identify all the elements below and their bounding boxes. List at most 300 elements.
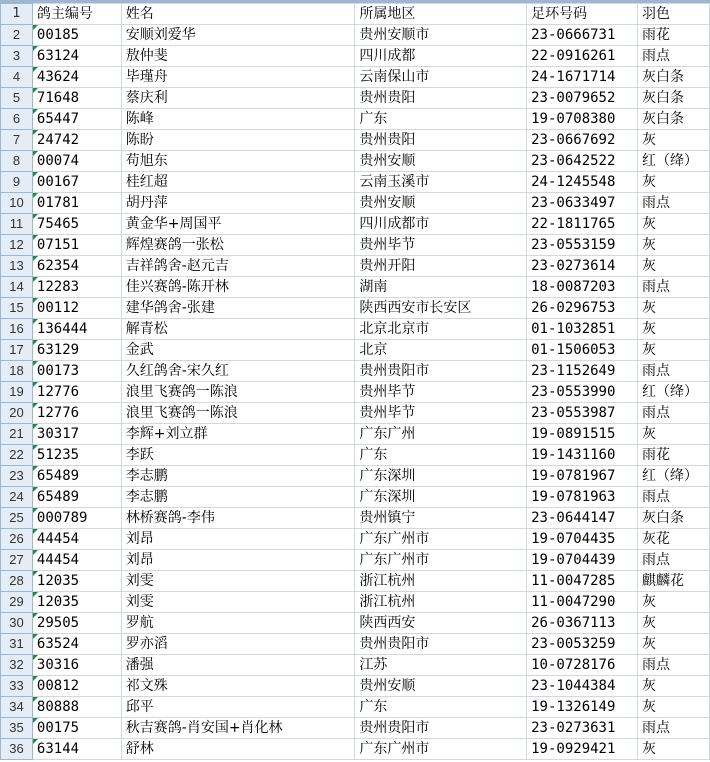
cell-ring-number[interactable]: 23-0053259: [527, 634, 638, 655]
cell-feather-color[interactable]: 红（绛）: [638, 151, 710, 172]
row-number[interactable]: 25: [1, 508, 33, 529]
cell-region[interactable]: 贵州镇宁: [355, 508, 527, 529]
cell-ring-number[interactable]: 19-1326149: [527, 697, 638, 718]
cell-name[interactable]: 李辉+刘立群: [121, 424, 355, 445]
cell-name[interactable]: 辉煌赛鸽一张松: [121, 235, 355, 256]
cell-text: 12283: [36, 279, 80, 295]
cell-ring-number[interactable]: 23-0667692: [527, 130, 638, 151]
cell-feather-color[interactable]: 灰: [638, 592, 710, 613]
cell-feather-color[interactable]: 雨点: [638, 403, 710, 424]
cell-region[interactable]: 贵州贵阳市: [355, 361, 527, 382]
cell-region[interactable]: 广东深圳: [355, 466, 527, 487]
text-number-indicator-icon: [33, 277, 38, 282]
header-cell-ring[interactable]: 足环号码: [527, 4, 638, 25]
row-number[interactable]: 24: [1, 487, 33, 508]
table-row: [1, 634, 710, 655]
text-number-indicator-icon: [33, 529, 38, 534]
cell-pigeon-owner-id[interactable]: [32, 445, 121, 466]
table-row: [1, 235, 710, 256]
table-row: [1, 592, 710, 613]
cell-text: 12035: [36, 594, 80, 610]
cell-feather-color[interactable]: 灰: [638, 172, 710, 193]
cell-ring-number[interactable]: 23-0642522: [527, 151, 638, 172]
cell-ring-number[interactable]: 23-0553987: [527, 403, 638, 424]
cell-feather-color[interactable]: 雨点: [638, 487, 710, 508]
cell-text: 12776: [36, 384, 80, 400]
cell-region[interactable]: 云南保山市: [355, 67, 527, 88]
cell-name[interactable]: 李志鹏: [121, 466, 355, 487]
table-row: [1, 676, 710, 697]
cell-region[interactable]: 浙江杭州: [355, 571, 527, 592]
cell-pigeon-owner-id[interactable]: [32, 25, 121, 46]
text-number-indicator-icon: [33, 151, 38, 156]
table-row: [1, 508, 710, 529]
cell-feather-color[interactable]: 灰: [638, 298, 710, 319]
cell-ring-number[interactable]: 23-0273614: [527, 256, 638, 277]
cell-region[interactable]: 贵州毕节: [355, 382, 527, 403]
cell-text: 00175: [36, 720, 80, 736]
cell-text: 63124: [36, 48, 80, 64]
text-number-indicator-icon: [33, 172, 38, 177]
text-number-indicator-icon: [33, 739, 38, 744]
table-row: [1, 25, 710, 46]
cell-name[interactable]: 解青松: [121, 319, 355, 340]
row-number[interactable]: 30: [1, 613, 33, 634]
cell-name[interactable]: 敖仲斐: [121, 46, 355, 67]
cell-region[interactable]: 湖南: [355, 277, 527, 298]
text-number-indicator-icon: [33, 319, 38, 324]
row-number[interactable]: 11: [1, 214, 33, 235]
row-number[interactable]: 34: [1, 697, 33, 718]
cell-pigeon-owner-id[interactable]: [32, 676, 121, 697]
cell-region[interactable]: 江苏: [355, 655, 527, 676]
cell-feather-color[interactable]: 灰: [638, 697, 710, 718]
cell-ring-number[interactable]: 23-0553159: [527, 235, 638, 256]
row-number[interactable]: 19: [1, 382, 33, 403]
text-number-indicator-icon: [33, 298, 38, 303]
cell-pigeon-owner-id[interactable]: [32, 697, 121, 718]
row-number[interactable]: 15: [1, 298, 33, 319]
cell-name[interactable]: 李志鹏: [121, 487, 355, 508]
cell-feather-color[interactable]: 雨点: [638, 655, 710, 676]
cell-region[interactable]: 贵州毕节: [355, 235, 527, 256]
cell-pigeon-owner-id[interactable]: [32, 67, 121, 88]
cell-region[interactable]: 四川成都: [355, 46, 527, 67]
row-number[interactable]: 8: [1, 151, 33, 172]
cell-ring-number[interactable]: 23-0666731: [527, 25, 638, 46]
cell-text: 44454: [36, 552, 80, 568]
cell-text: 00074: [36, 153, 80, 169]
cell-name[interactable]: 黄金华+周国平: [121, 214, 355, 235]
cell-pigeon-owner-id[interactable]: [32, 529, 121, 550]
cell-pigeon-owner-id[interactable]: [32, 718, 121, 739]
cell-feather-color[interactable]: 灰: [638, 676, 710, 697]
cell-ring-number[interactable]: 11-0047285: [527, 571, 638, 592]
cell-ring-number[interactable]: 19-0708380: [527, 109, 638, 130]
cell-name[interactable]: 罗亦滔: [121, 634, 355, 655]
cell-pigeon-owner-id[interactable]: [32, 298, 121, 319]
cell-region[interactable]: 贵州安顺: [355, 193, 527, 214]
row-number[interactable]: 13: [1, 256, 33, 277]
cell-name[interactable]: 秋吉赛鸽-肖安国+肖化林: [121, 718, 355, 739]
cell-feather-color[interactable]: 灰: [638, 130, 710, 151]
cell-region[interactable]: 云南玉溪市: [355, 172, 527, 193]
text-number-indicator-icon: [33, 424, 38, 429]
cell-text: 75465: [36, 216, 80, 232]
row-number[interactable]: 26: [1, 529, 33, 550]
cell-ring-number[interactable]: 10-0728176: [527, 655, 638, 676]
cell-ring-number[interactable]: 23-0553990: [527, 382, 638, 403]
cell-feather-color[interactable]: 灰白条: [638, 508, 710, 529]
row-number[interactable]: 7: [1, 130, 33, 151]
cell-pigeon-owner-id[interactable]: [32, 508, 121, 529]
cell-feather-color[interactable]: 麒麟花: [638, 571, 710, 592]
cell-name[interactable]: 刘昂: [121, 529, 355, 550]
row-number[interactable]: 18: [1, 361, 33, 382]
row-number[interactable]: 2: [1, 25, 33, 46]
cell-region[interactable]: 浙江杭州: [355, 592, 527, 613]
cell-pigeon-owner-id[interactable]: [32, 403, 121, 424]
header-cell-name[interactable]: 姓名: [121, 4, 355, 25]
row-number[interactable]: 10: [1, 193, 33, 214]
cell-feather-color[interactable]: 灰: [638, 214, 710, 235]
cell-ring-number[interactable]: 19-0781963: [527, 487, 638, 508]
table-row: [1, 403, 710, 424]
cell-pigeon-owner-id[interactable]: [32, 739, 121, 760]
row-number[interactable]: 20: [1, 403, 33, 424]
cell-feather-color[interactable]: 灰: [638, 739, 710, 760]
table-row: [1, 214, 710, 235]
cell-feather-color[interactable]: 灰: [638, 319, 710, 340]
text-number-indicator-icon: [33, 718, 38, 723]
cell-ring-number[interactable]: 19-0781967: [527, 466, 638, 487]
cell-region[interactable]: 广东: [355, 109, 527, 130]
cell-name[interactable]: 潘强: [121, 655, 355, 676]
cell-feather-color[interactable]: 灰白条: [638, 67, 710, 88]
cell-ring-number[interactable]: 24-1671714: [527, 67, 638, 88]
cell-region[interactable]: 贵州贵阳市: [355, 634, 527, 655]
cell-pigeon-owner-id[interactable]: [32, 46, 121, 67]
cell-ring-number[interactable]: 22-1811765: [527, 214, 638, 235]
cell-text: 24742: [36, 132, 80, 148]
cell-name[interactable]: 陈峰: [121, 109, 355, 130]
cell-name[interactable]: 舒林: [121, 739, 355, 760]
row-number[interactable]: 3: [1, 46, 33, 67]
text-number-indicator-icon: [33, 109, 38, 114]
row-number[interactable]: 14: [1, 277, 33, 298]
table-row: [1, 151, 710, 172]
row-number[interactable]: 33: [1, 676, 33, 697]
cell-text: 71648: [36, 90, 80, 106]
table-row: [1, 130, 710, 151]
cell-text: 63144: [36, 741, 80, 757]
cell-name[interactable]: 浪里飞赛鸽一陈浪: [121, 403, 355, 424]
text-number-indicator-icon: [33, 46, 38, 51]
cell-pigeon-owner-id[interactable]: [32, 319, 121, 340]
cell-region[interactable]: 四川成都市: [355, 214, 527, 235]
cell-region[interactable]: 广东: [355, 697, 527, 718]
cell-text: 43624: [36, 69, 80, 85]
cell-region[interactable]: 贵州安顺市: [355, 25, 527, 46]
text-number-indicator-icon: [33, 130, 38, 135]
cell-name[interactable]: 罗航: [121, 613, 355, 634]
text-number-indicator-icon: [33, 214, 38, 219]
cell-pigeon-owner-id[interactable]: [32, 88, 121, 109]
data-grid: [0, 3, 710, 760]
cell-name[interactable]: 建华鸽舍-张建: [121, 298, 355, 319]
table-row: [1, 445, 710, 466]
row-number[interactable]: 6: [1, 109, 33, 130]
table-row: [1, 424, 710, 445]
table-row: [1, 739, 710, 760]
cell-text: 12035: [36, 573, 80, 589]
cell-region[interactable]: 贵州安顺: [355, 676, 527, 697]
cell-feather-color[interactable]: 雨花: [638, 445, 710, 466]
cell-text: 51235: [36, 447, 80, 463]
row-number[interactable]: 36: [1, 739, 33, 760]
cell-ring-number[interactable]: 01-1506053: [527, 340, 638, 361]
cell-region[interactable]: 陕西西安: [355, 613, 527, 634]
cell-ring-number[interactable]: 19-0891515: [527, 424, 638, 445]
cell-ring-number[interactable]: 23-1152649: [527, 361, 638, 382]
text-number-indicator-icon: [33, 25, 38, 30]
cell-name[interactable]: 金武: [121, 340, 355, 361]
cell-region[interactable]: 贵州贵阳市: [355, 718, 527, 739]
row-number[interactable]: 28: [1, 571, 33, 592]
cell-feather-color[interactable]: 灰: [638, 235, 710, 256]
cell-feather-color[interactable]: 红（绛）: [638, 466, 710, 487]
cell-pigeon-owner-id[interactable]: [32, 487, 121, 508]
row-number[interactable]: 23: [1, 466, 33, 487]
cell-pigeon-owner-id[interactable]: [32, 592, 121, 613]
text-number-indicator-icon: [33, 340, 38, 345]
cell-text: 00812: [36, 678, 80, 694]
cell-name[interactable]: 陈盼: [121, 130, 355, 151]
row-number[interactable]: 4: [1, 67, 33, 88]
cell-name[interactable]: 刘昂: [121, 550, 355, 571]
row-number[interactable]: 29: [1, 592, 33, 613]
cell-name[interactable]: 刘雯: [121, 571, 355, 592]
text-number-indicator-icon: [33, 508, 38, 513]
text-number-indicator-icon: [33, 550, 38, 555]
cell-feather-color[interactable]: 雨点: [638, 718, 710, 739]
cell-feather-color[interactable]: 灰: [638, 256, 710, 277]
cell-feather-color[interactable]: 雨花: [638, 25, 710, 46]
row-number[interactable]: 27: [1, 550, 33, 571]
cell-ring-number[interactable]: 26-0296753: [527, 298, 638, 319]
row-number[interactable]: 35: [1, 718, 33, 739]
cell-ring-number[interactable]: 23-0644147: [527, 508, 638, 529]
table-row: [1, 88, 710, 109]
cell-pigeon-owner-id[interactable]: [32, 109, 121, 130]
row-number[interactable]: 12: [1, 235, 33, 256]
cell-name[interactable]: 桂红超: [121, 172, 355, 193]
cell-feather-color[interactable]: 灰白条: [638, 109, 710, 130]
cell-pigeon-owner-id[interactable]: [32, 193, 121, 214]
cell-region[interactable]: 广东广州市: [355, 550, 527, 571]
cell-text: 65447: [36, 111, 80, 127]
text-number-indicator-icon: [33, 613, 38, 618]
cell-region[interactable]: 贵州开阳: [355, 256, 527, 277]
header-cell-id[interactable]: 鸽主编号: [32, 4, 121, 25]
cell-name[interactable]: 邱平: [121, 697, 355, 718]
cell-text: 30316: [36, 657, 80, 673]
header-cell-feather[interactable]: 羽色: [638, 4, 710, 25]
cell-pigeon-owner-id[interactable]: [32, 424, 121, 445]
cell-region[interactable]: 北京北京市: [355, 319, 527, 340]
cell-pigeon-owner-id[interactable]: [32, 235, 121, 256]
cell-pigeon-owner-id[interactable]: [32, 340, 121, 361]
cell-ring-number[interactable]: 19-0704439: [527, 550, 638, 571]
cell-region[interactable]: 广东广州市: [355, 529, 527, 550]
cell-ring-number[interactable]: 23-0079652: [527, 88, 638, 109]
cell-name[interactable]: 毕瑾舟: [121, 67, 355, 88]
cell-pigeon-owner-id[interactable]: [32, 130, 121, 151]
text-number-indicator-icon: [33, 466, 38, 471]
text-number-indicator-icon: [33, 88, 38, 93]
cell-name[interactable]: 浪里飞赛鸽一陈浪: [121, 382, 355, 403]
table-row: [1, 571, 710, 592]
table-row: [1, 319, 710, 340]
row-number[interactable]: 21: [1, 424, 33, 445]
cell-text: 63129: [36, 342, 80, 358]
cell-region[interactable]: 贵州贵阳: [355, 130, 527, 151]
cell-feather-color[interactable]: 雨点: [638, 361, 710, 382]
row-number[interactable]: 17: [1, 340, 33, 361]
cell-ring-number[interactable]: 19-0704435: [527, 529, 638, 550]
header-row: [1, 4, 710, 25]
cell-text: 65489: [36, 468, 80, 484]
cell-pigeon-owner-id[interactable]: [32, 634, 121, 655]
row-number[interactable]: 1: [1, 4, 33, 25]
cell-ring-number[interactable]: 24-1245548: [527, 172, 638, 193]
cell-feather-color[interactable]: 灰: [638, 340, 710, 361]
table-row: [1, 655, 710, 676]
cell-text: 00173: [36, 363, 80, 379]
cell-feather-color[interactable]: 灰: [638, 634, 710, 655]
table-row: [1, 613, 710, 634]
cell-text: 30317: [36, 426, 80, 442]
cell-region[interactable]: 贵州贵阳: [355, 88, 527, 109]
cell-pigeon-owner-id[interactable]: [32, 550, 121, 571]
cell-name[interactable]: 祁文殊: [121, 676, 355, 697]
cell-feather-color[interactable]: 灰: [638, 424, 710, 445]
cell-name[interactable]: 李跃: [121, 445, 355, 466]
table-row: [1, 718, 710, 739]
cell-ring-number[interactable]: 01-1032851: [527, 319, 638, 340]
cell-ring-number[interactable]: 18-0087203: [527, 277, 638, 298]
row-number[interactable]: 5: [1, 88, 33, 109]
cell-pigeon-owner-id[interactable]: [32, 172, 121, 193]
cell-region[interactable]: 贵州安顺: [355, 151, 527, 172]
cell-name[interactable]: 吉祥鸽舍-赵元吉: [121, 256, 355, 277]
cell-text: 07151: [36, 237, 80, 253]
cell-region[interactable]: 广东广州市: [355, 739, 527, 760]
cell-pigeon-owner-id[interactable]: [32, 655, 121, 676]
cell-pigeon-owner-id[interactable]: [32, 214, 121, 235]
cell-region[interactable]: 贵州毕节: [355, 403, 527, 424]
cell-feather-color[interactable]: 灰: [638, 613, 710, 634]
cell-ring-number[interactable]: 23-0273631: [527, 718, 638, 739]
cell-ring-number[interactable]: 26-0367113: [527, 613, 638, 634]
cell-pigeon-owner-id[interactable]: [32, 466, 121, 487]
row-number[interactable]: 31: [1, 634, 33, 655]
text-number-indicator-icon: [33, 445, 38, 450]
header-cell-region[interactable]: 所属地区: [355, 4, 527, 25]
text-number-indicator-icon: [33, 571, 38, 576]
row-number[interactable]: 16: [1, 319, 33, 340]
cell-feather-color[interactable]: 灰花: [638, 529, 710, 550]
table-row: [1, 529, 710, 550]
table-row: [1, 487, 710, 508]
cell-text: 80888: [36, 699, 80, 715]
cell-pigeon-owner-id[interactable]: [32, 256, 121, 277]
cell-feather-color[interactable]: 雨点: [638, 46, 710, 67]
cell-ring-number[interactable]: 19-0929421: [527, 739, 638, 760]
table-row: [1, 340, 710, 361]
cell-name[interactable]: 安顺刘爱华: [121, 25, 355, 46]
row-number[interactable]: 32: [1, 655, 33, 676]
cell-pigeon-owner-id[interactable]: [32, 277, 121, 298]
cell-feather-color[interactable]: 红（绛）: [638, 382, 710, 403]
cell-pigeon-owner-id[interactable]: [32, 571, 121, 592]
cell-ring-number[interactable]: 23-0633497: [527, 193, 638, 214]
cell-pigeon-owner-id[interactable]: [32, 382, 121, 403]
cell-name[interactable]: 苟旭东: [121, 151, 355, 172]
cell-pigeon-owner-id[interactable]: [32, 151, 121, 172]
table-row: [1, 256, 710, 277]
text-number-indicator-icon: [33, 487, 38, 492]
cell-name[interactable]: 胡丹萍: [121, 193, 355, 214]
cell-region[interactable]: 陕西西安市长安区: [355, 298, 527, 319]
cell-region[interactable]: 广东: [355, 445, 527, 466]
cell-ring-number[interactable]: 23-1044384: [527, 676, 638, 697]
cell-name[interactable]: 刘雯: [121, 592, 355, 613]
text-number-indicator-icon: [33, 655, 38, 660]
cell-text: 65489: [36, 489, 80, 505]
cell-name[interactable]: 蔡庆利: [121, 88, 355, 109]
cell-name[interactable]: 久红鸽舍-宋久红: [121, 361, 355, 382]
row-number[interactable]: 9: [1, 172, 33, 193]
text-number-indicator-icon: [33, 67, 38, 72]
cell-ring-number[interactable]: 11-0047290: [527, 592, 638, 613]
cell-pigeon-owner-id[interactable]: [32, 613, 121, 634]
cell-name[interactable]: 佳兴赛鸽-陈开林: [121, 277, 355, 298]
table-row: [1, 109, 710, 130]
cell-feather-color[interactable]: 灰白条: [638, 88, 710, 109]
text-number-indicator-icon: [33, 634, 38, 639]
cell-text: 00167: [36, 174, 80, 190]
table-row: [1, 298, 710, 319]
cell-pigeon-owner-id[interactable]: [32, 361, 121, 382]
cell-feather-color[interactable]: 雨点: [638, 277, 710, 298]
cell-region[interactable]: 广东深圳: [355, 487, 527, 508]
cell-feather-color[interactable]: 雨点: [638, 193, 710, 214]
row-number[interactable]: 22: [1, 445, 33, 466]
table-row: [1, 697, 710, 718]
table-row: [1, 277, 710, 298]
table-row: [1, 361, 710, 382]
cell-name[interactable]: 林桥赛鸽-李伟: [121, 508, 355, 529]
cell-ring-number[interactable]: 19-1431160: [527, 445, 638, 466]
table-row: [1, 193, 710, 214]
cell-feather-color[interactable]: 雨点: [638, 550, 710, 571]
cell-text: 01781: [36, 195, 80, 211]
cell-ring-number[interactable]: 22-0916261: [527, 46, 638, 67]
cell-region[interactable]: 北京: [355, 340, 527, 361]
table-row: [1, 46, 710, 67]
cell-region[interactable]: 广东广州: [355, 424, 527, 445]
